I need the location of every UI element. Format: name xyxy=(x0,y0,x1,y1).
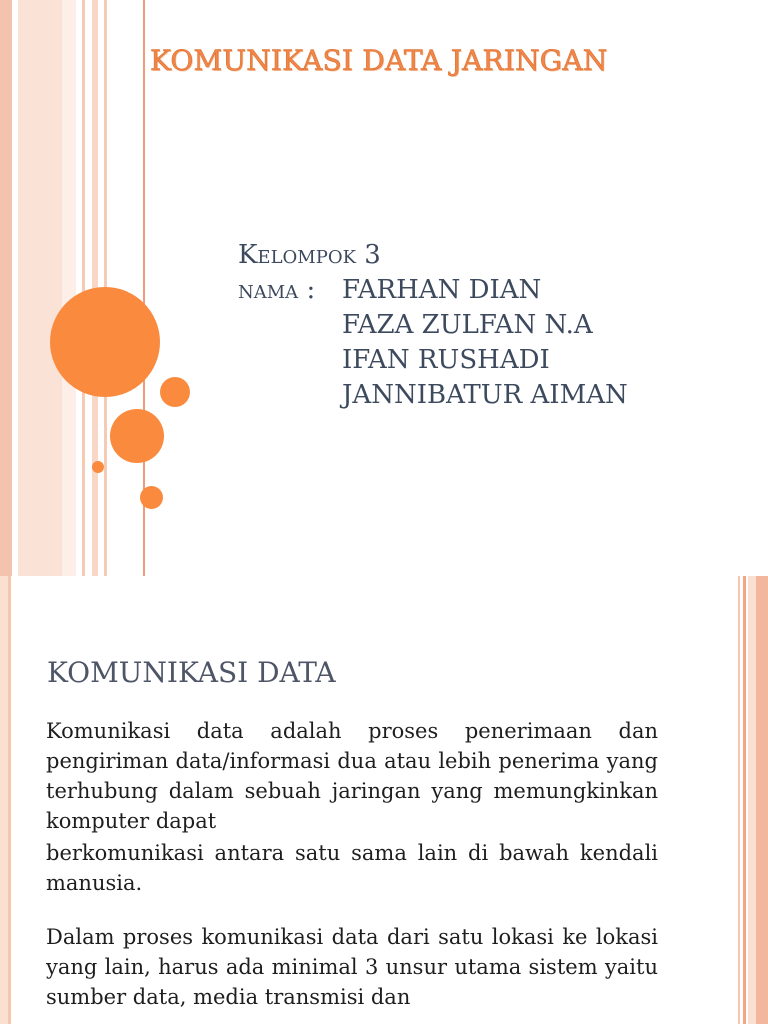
paragraph: berkomunikasi antara satu sama lain di bawah kendali manusia. xyxy=(46,841,658,895)
decorative-stripes xyxy=(0,0,148,576)
names-label: nama : xyxy=(238,275,316,305)
decorative-border xyxy=(0,576,8,1024)
slide-title: KOMUNIKASI DATA JARINGAN xyxy=(150,44,608,77)
decorative-circle-medium xyxy=(110,409,164,463)
decorative-circle-large xyxy=(50,287,160,397)
paragraph: Dalam proses komunikasi data dari satu lokasi ke lokasi yang lain, harus ada minimal 3 unsur utama sistem yaitu sumber data, media transmisi dan xyxy=(46,925,658,1009)
member-name: FARHAN DIAN xyxy=(342,275,542,305)
decorative-stripes xyxy=(734,576,768,1024)
content-slide xyxy=(0,576,768,1024)
body-text xyxy=(46,716,658,1012)
section-heading: KOMUNIKASI DATA xyxy=(47,656,336,689)
group-info xyxy=(238,238,738,413)
decorative-circle-small xyxy=(92,461,104,473)
member-name: JANNIBATUR AIMAN xyxy=(342,380,628,410)
decorative-line xyxy=(8,576,11,1024)
member-name: IFAN RUSHADI xyxy=(342,345,550,375)
paragraph: Komunikasi data adalah proses penerimaan dan pengiriman data/informasi dua atau lebih penerima yang terhubung dalam sebuah jaringan yang memungkinkan komputer dapat xyxy=(46,719,658,833)
decorative-circle xyxy=(160,377,190,407)
decorative-circle xyxy=(140,486,163,509)
group-label: Kelompok 3 xyxy=(238,240,381,270)
member-name: FAZA ZULFAN N.A xyxy=(342,310,593,340)
